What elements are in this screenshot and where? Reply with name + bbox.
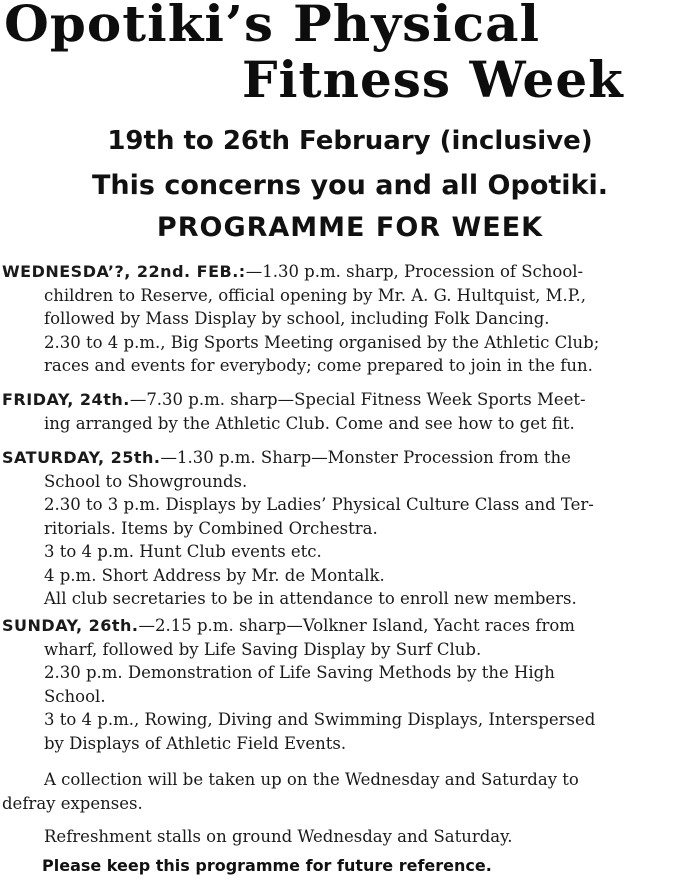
section-line: followed by Mass Display by school, including Folk Dancing.: [44, 309, 550, 328]
section-line: 2.30 to 4 p.m., Big Sports Meeting organised by the Athletic Club;: [44, 332, 600, 352]
saturday-first-line: [2, 446, 694, 470]
note-line: defray expenses.: [2, 793, 143, 813]
headline-line-1: Opotiki’s Physical: [4, 0, 541, 53]
section-line: by Displays of Athletic Field Events.: [44, 733, 347, 753]
section-line: 2.30 to 3 p.m. Displays by Ladies’ Physical Culture Class and Ter-: [44, 495, 594, 514]
section-line: wharf, followed by Life Saving Display by Surf Club.: [44, 639, 482, 659]
saturday-section: [2, 446, 694, 611]
headline-line-2: Fitness Week: [242, 50, 624, 109]
refreshments-note: [2, 825, 694, 849]
section-line: —2.15 p.m. sharp—Volkner Island, Yacht races from: [138, 616, 575, 635]
friday-first-line: [2, 388, 694, 412]
sunday-first-line: [2, 614, 694, 638]
section-line: —1.30 p.m. Sharp—Monster Procession from the: [160, 448, 571, 467]
friday-section: [2, 388, 694, 435]
sunday-section: [2, 614, 694, 755]
section-line: All club secretaries to be in attendance to enroll new members.: [44, 589, 577, 608]
section-line: 3 to 4 p.m., Rowing, Diving and Swimming Displays, Interspersed: [44, 710, 596, 729]
note-line: Refreshment stalls on ground Wednesday and Saturday.: [44, 827, 513, 846]
section-line: 2.30 p.m. Demonstration of Life Saving Methods by the High: [44, 663, 555, 682]
section-line: 4 p.m. Short Address by Mr. de Montalk.: [44, 565, 385, 585]
day-label: FRIDAY, 24th.: [2, 390, 130, 409]
wednesday-first-line: [2, 260, 694, 284]
day-label: WEDNESDA’?, 22nd. FEB.:: [2, 262, 246, 281]
section-line: ritorials. Items by Combined Orchestra.: [44, 518, 378, 538]
section-line: —1.30 p.m. sharp, Procession of School-: [245, 262, 584, 281]
section-line: —7.30 p.m. sharp—Special Fitness Week Sports Meet-: [129, 390, 586, 409]
collection-note: [2, 768, 694, 815]
concern-line: This concerns you and all Opotiki.: [92, 170, 608, 201]
day-label: SATURDAY, 25th.: [2, 448, 161, 467]
keep-programme-note: Please keep this programme for future reference.: [42, 856, 492, 875]
section-line: School to Showgrounds.: [44, 471, 248, 491]
note-line: A collection will be taken up on the Wednesday and Saturday to: [44, 770, 579, 789]
day-label: SUNDAY, 26th.: [2, 616, 139, 635]
section-line: School.: [44, 686, 106, 706]
wednesday-section: [2, 260, 694, 378]
programme-heading: PROGRAMME FOR WEEK: [156, 212, 544, 243]
date-range: 19th to 26th February (inclusive): [107, 126, 593, 156]
section-line: children to Reserve, official opening by Mr. A. G. Hultquist, M.P.,: [44, 285, 587, 305]
section-line: ing arranged by the Athletic Club. Come and see how to get fit.: [44, 413, 575, 433]
section-line: 3 to 4 p.m. Hunt Club events etc.: [44, 542, 322, 561]
section-line: races and events for everybody; come prepared to join in the fun.: [44, 356, 593, 375]
